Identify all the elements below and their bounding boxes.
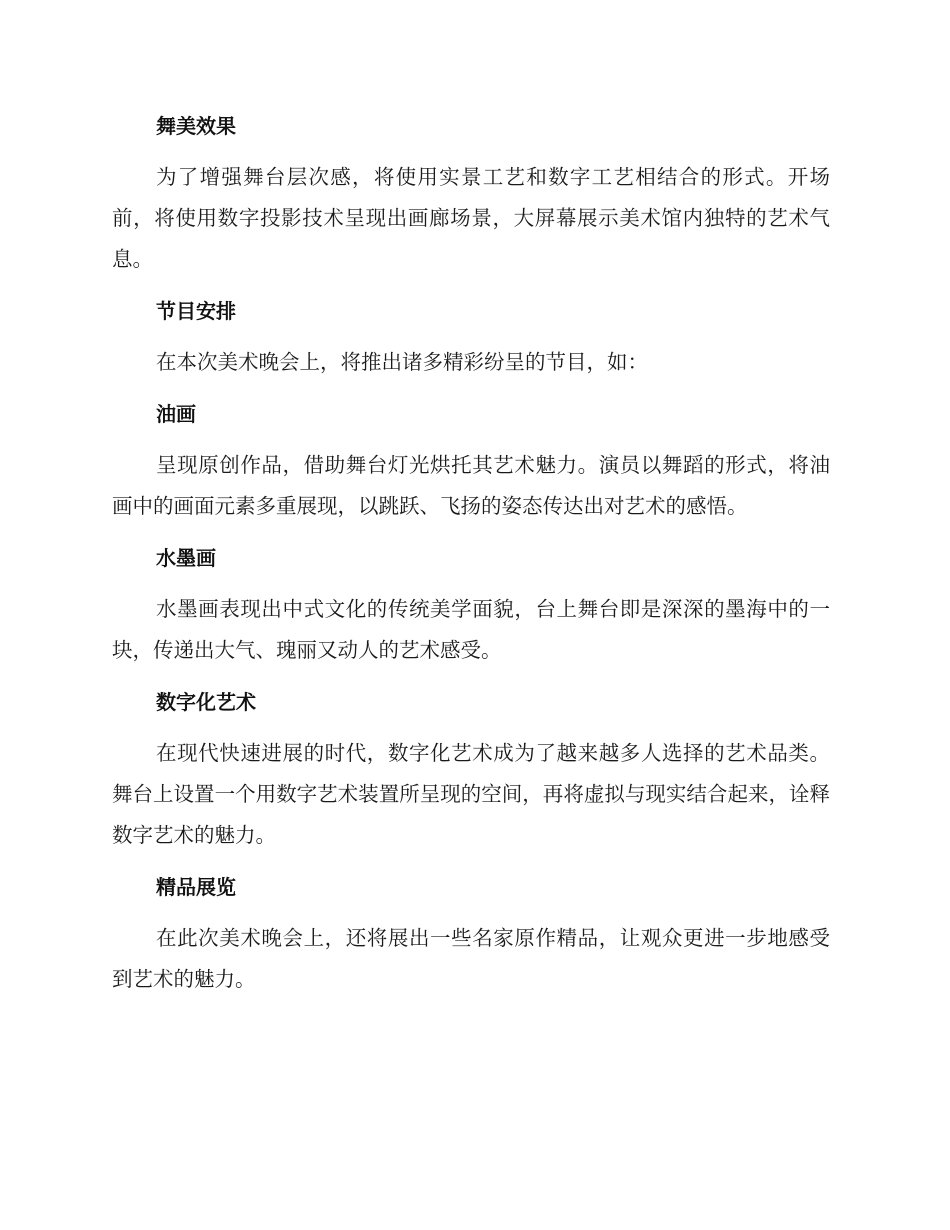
document-page <box>112 102 830 1007</box>
paragraph-stage-effects: 为了增强舞台层次感，将使用实景工艺和数字工艺相结合的形式。开场前，将使用数字投影技术呈现出画廊场景，大屏幕展示美术馆内独特的艺术气息。 <box>112 165 830 271</box>
section-heading-program: 节目安排 <box>156 299 236 323</box>
paragraph-digital-art: 在现代快速进展的时代，数字化艺术成为了越来越多人选择的艺术品类。舞台上设置一个用数字艺术装置所呈现的空间，再将虚拟与现实结合起来，诠释数字艺术的魅力。 <box>112 741 830 847</box>
paragraph-ink-painting: 水墨画表现出中式文化的传统美学面貌，台上舞台即是深深的墨海中的一块，传递出大气、瑰丽又动人的艺术感受。 <box>112 597 830 662</box>
section-heading-digital-art: 数字化艺术 <box>156 690 256 714</box>
section-heading-stage-effects: 舞美效果 <box>156 114 236 138</box>
paragraph-exhibition: 在此次美术晚会上，还将展出一些名家原作精品，让观众更进一步地感受到艺术的魅力。 <box>112 926 830 991</box>
section-heading-exhibition: 精品展览 <box>156 875 236 899</box>
paragraph-program: 在本次美术晚会上，将推出诸多精彩纷呈的节目，如： <box>156 350 648 374</box>
section-heading-oil-painting: 油画 <box>156 402 196 426</box>
paragraph-oil-painting: 呈现原创作品，借助舞台灯光烘托其艺术魅力。演员以舞蹈的形式，将油画中的画面元素多重展现，以跳跃、飞扬的姿态传达出对艺术的感悟。 <box>112 453 830 518</box>
section-heading-ink-painting: 水墨画 <box>156 546 216 570</box>
